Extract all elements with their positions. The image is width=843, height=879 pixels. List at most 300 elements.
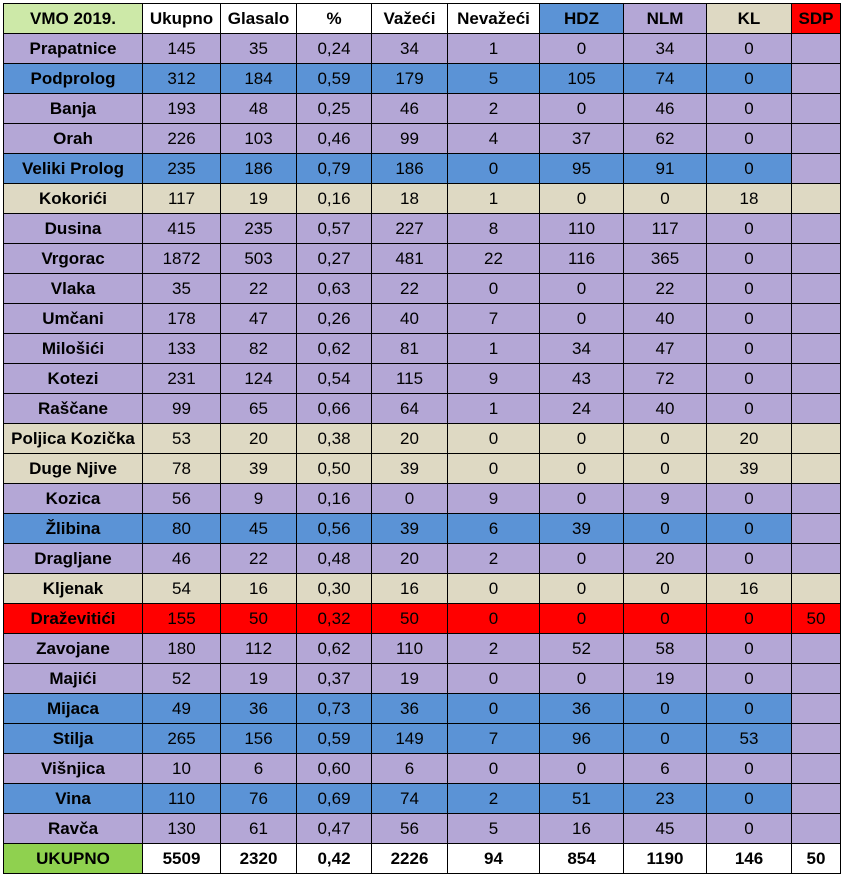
table-row <box>4 484 841 514</box>
cell-hdz: 95 <box>540 154 624 184</box>
cell-kl: 0 <box>707 394 792 424</box>
cell-kl: 0 <box>707 514 792 544</box>
cell-kl: 0 <box>707 304 792 334</box>
cell-name: Vina <box>4 784 143 814</box>
total-row <box>4 844 841 874</box>
cell-sdp <box>792 574 841 604</box>
total-hdz-cell: 854 <box>540 844 624 874</box>
cell-vazeci: 81 <box>372 334 448 364</box>
cell-ukupno: 35 <box>143 274 221 304</box>
cell-kl: 0 <box>707 664 792 694</box>
cell-sdp <box>792 154 841 184</box>
cell-glasalo: 19 <box>221 184 297 214</box>
cell-hdz: 39 <box>540 514 624 544</box>
cell-glasalo: 45 <box>221 514 297 544</box>
cell-kl: 0 <box>707 754 792 784</box>
cell-percent: 0,73 <box>297 694 372 724</box>
cell-vazeci: 50 <box>372 604 448 634</box>
column-header-hdz: HDZ <box>540 4 624 34</box>
cell-glasalo: 186 <box>221 154 297 184</box>
cell-sdp <box>792 184 841 214</box>
cell-nevazeci: 0 <box>448 154 540 184</box>
table-row <box>4 694 841 724</box>
cell-name: Raščane <box>4 394 143 424</box>
cell-glasalo: 184 <box>221 64 297 94</box>
cell-ukupno: 46 <box>143 544 221 574</box>
cell-hdz: 43 <box>540 364 624 394</box>
cell-vazeci: 46 <box>372 94 448 124</box>
cell-ukupno: 49 <box>143 694 221 724</box>
cell-sdp <box>792 484 841 514</box>
cell-kl: 0 <box>707 814 792 844</box>
table-row <box>4 124 841 154</box>
cell-kl: 0 <box>707 634 792 664</box>
cell-vazeci: 36 <box>372 694 448 724</box>
cell-nlm: 72 <box>624 364 707 394</box>
cell-nlm: 0 <box>624 574 707 604</box>
cell-glasalo: 20 <box>221 424 297 454</box>
cell-glasalo: 103 <box>221 124 297 154</box>
cell-name: Duge Njive <box>4 454 143 484</box>
table-row <box>4 544 841 574</box>
cell-name: Majići <box>4 664 143 694</box>
cell-percent: 0,62 <box>297 634 372 664</box>
cell-nevazeci: 1 <box>448 334 540 364</box>
table-row <box>4 514 841 544</box>
cell-nlm: 23 <box>624 784 707 814</box>
cell-hdz: 0 <box>540 304 624 334</box>
cell-sdp <box>792 724 841 754</box>
cell-name: Višnjica <box>4 754 143 784</box>
cell-name: Vrgorac <box>4 244 143 274</box>
cell-percent: 0,59 <box>297 64 372 94</box>
cell-kl: 0 <box>707 124 792 154</box>
cell-nlm: 19 <box>624 664 707 694</box>
cell-percent: 0,63 <box>297 274 372 304</box>
table-row <box>4 334 841 364</box>
cell-vazeci: 39 <box>372 514 448 544</box>
cell-name: Veliki Prolog <box>4 154 143 184</box>
cell-percent: 0,38 <box>297 424 372 454</box>
cell-nevazeci: 9 <box>448 484 540 514</box>
table-row <box>4 244 841 274</box>
cell-nevazeci: 1 <box>448 394 540 424</box>
cell-glasalo: 235 <box>221 214 297 244</box>
cell-ukupno: 54 <box>143 574 221 604</box>
cell-hdz: 0 <box>540 454 624 484</box>
cell-kl: 0 <box>707 484 792 514</box>
cell-percent: 0,30 <box>297 574 372 604</box>
cell-percent: 0,48 <box>297 544 372 574</box>
cell-nevazeci: 2 <box>448 784 540 814</box>
cell-glasalo: 22 <box>221 544 297 574</box>
cell-ukupno: 193 <box>143 94 221 124</box>
cell-name: Banja <box>4 94 143 124</box>
cell-sdp <box>792 214 841 244</box>
cell-percent: 0,25 <box>297 94 372 124</box>
cell-percent: 0,27 <box>297 244 372 274</box>
cell-nlm: 6 <box>624 754 707 784</box>
cell-ukupno: 133 <box>143 334 221 364</box>
cell-glasalo: 39 <box>221 454 297 484</box>
cell-glasalo: 76 <box>221 784 297 814</box>
cell-ukupno: 1872 <box>143 244 221 274</box>
cell-sdp <box>792 784 841 814</box>
cell-ukupno: 80 <box>143 514 221 544</box>
header-row <box>4 4 841 34</box>
cell-percent: 0,16 <box>297 484 372 514</box>
table-row <box>4 34 841 64</box>
cell-ukupno: 99 <box>143 394 221 424</box>
table-row <box>4 364 841 394</box>
cell-glasalo: 6 <box>221 754 297 784</box>
cell-vazeci: 0 <box>372 484 448 514</box>
cell-percent: 0,50 <box>297 454 372 484</box>
cell-sdp <box>792 334 841 364</box>
cell-ukupno: 415 <box>143 214 221 244</box>
cell-sdp <box>792 694 841 724</box>
column-header-sdp: SDP <box>792 4 841 34</box>
cell-kl: 0 <box>707 34 792 64</box>
cell-nevazeci: 8 <box>448 214 540 244</box>
cell-glasalo: 156 <box>221 724 297 754</box>
cell-hdz: 96 <box>540 724 624 754</box>
cell-ukupno: 235 <box>143 154 221 184</box>
cell-nlm: 91 <box>624 154 707 184</box>
cell-sdp <box>792 394 841 424</box>
cell-hdz: 0 <box>540 754 624 784</box>
cell-hdz: 0 <box>540 94 624 124</box>
cell-hdz: 34 <box>540 334 624 364</box>
cell-kl: 16 <box>707 574 792 604</box>
cell-vazeci: 20 <box>372 424 448 454</box>
cell-kl: 0 <box>707 64 792 94</box>
cell-vazeci: 56 <box>372 814 448 844</box>
table-title-cell: VMO 2019. <box>4 4 143 34</box>
cell-nevazeci: 0 <box>448 664 540 694</box>
total-percent-cell: 0,42 <box>297 844 372 874</box>
cell-name: Dusina <box>4 214 143 244</box>
cell-kl: 0 <box>707 154 792 184</box>
cell-hdz: 52 <box>540 634 624 664</box>
cell-vazeci: 39 <box>372 454 448 484</box>
cell-sdp <box>792 274 841 304</box>
cell-vazeci: 227 <box>372 214 448 244</box>
cell-nevazeci: 0 <box>448 694 540 724</box>
cell-glasalo: 22 <box>221 274 297 304</box>
cell-name: Prapatnice <box>4 34 143 64</box>
cell-nevazeci: 0 <box>448 754 540 784</box>
cell-sdp <box>792 244 841 274</box>
table-row <box>4 634 841 664</box>
column-header-kl: KL <box>707 4 792 34</box>
table-row <box>4 574 841 604</box>
cell-name: Dragljane <box>4 544 143 574</box>
cell-nevazeci: 0 <box>448 604 540 634</box>
cell-nevazeci: 6 <box>448 514 540 544</box>
cell-name: Podprolog <box>4 64 143 94</box>
cell-sdp <box>792 544 841 574</box>
cell-sdp <box>792 754 841 784</box>
cell-nlm: 0 <box>624 454 707 484</box>
cell-vazeci: 186 <box>372 154 448 184</box>
cell-hdz: 0 <box>540 484 624 514</box>
cell-ukupno: 180 <box>143 634 221 664</box>
cell-nevazeci: 9 <box>448 364 540 394</box>
cell-hdz: 0 <box>540 544 624 574</box>
cell-sdp <box>792 364 841 394</box>
cell-glasalo: 124 <box>221 364 297 394</box>
table-row <box>4 394 841 424</box>
cell-name: Orah <box>4 124 143 154</box>
cell-hdz: 105 <box>540 64 624 94</box>
cell-percent: 0,66 <box>297 394 372 424</box>
cell-kl: 53 <box>707 724 792 754</box>
cell-vazeci: 34 <box>372 34 448 64</box>
cell-glasalo: 19 <box>221 664 297 694</box>
cell-nevazeci: 0 <box>448 424 540 454</box>
cell-vazeci: 20 <box>372 544 448 574</box>
cell-vazeci: 110 <box>372 634 448 664</box>
cell-vazeci: 481 <box>372 244 448 274</box>
cell-glasalo: 48 <box>221 94 297 124</box>
table-row <box>4 184 841 214</box>
cell-name: Kozica <box>4 484 143 514</box>
cell-vazeci: 99 <box>372 124 448 154</box>
cell-glasalo: 61 <box>221 814 297 844</box>
cell-percent: 0,79 <box>297 154 372 184</box>
table-body <box>4 34 841 844</box>
cell-kl: 0 <box>707 604 792 634</box>
cell-ukupno: 78 <box>143 454 221 484</box>
cell-hdz: 0 <box>540 184 624 214</box>
cell-nlm: 62 <box>624 124 707 154</box>
total-ukupno-cell: 5509 <box>143 844 221 874</box>
cell-glasalo: 36 <box>221 694 297 724</box>
table-row <box>4 784 841 814</box>
cell-kl: 0 <box>707 544 792 574</box>
cell-percent: 0,47 <box>297 814 372 844</box>
cell-nlm: 0 <box>624 724 707 754</box>
cell-name: Poljica Kozička <box>4 424 143 454</box>
cell-vazeci: 149 <box>372 724 448 754</box>
cell-name: Zavojane <box>4 634 143 664</box>
column-header-ukupno: Ukupno <box>143 4 221 34</box>
table-row <box>4 154 841 184</box>
cell-nlm: 46 <box>624 94 707 124</box>
cell-nlm: 22 <box>624 274 707 304</box>
cell-glasalo: 82 <box>221 334 297 364</box>
cell-vazeci: 6 <box>372 754 448 784</box>
cell-sdp <box>792 664 841 694</box>
cell-percent: 0,60 <box>297 754 372 784</box>
cell-ukupno: 53 <box>143 424 221 454</box>
cell-percent: 0,26 <box>297 304 372 334</box>
cell-name: Žlibina <box>4 514 143 544</box>
table-row <box>4 424 841 454</box>
cell-nlm: 34 <box>624 34 707 64</box>
cell-nevazeci: 22 <box>448 244 540 274</box>
table-row <box>4 274 841 304</box>
cell-name: Kokorići <box>4 184 143 214</box>
table-row <box>4 64 841 94</box>
column-header-nevazeci: Nevažeći <box>448 4 540 34</box>
cell-percent: 0,16 <box>297 184 372 214</box>
cell-ukupno: 117 <box>143 184 221 214</box>
column-header-nlm: NLM <box>624 4 707 34</box>
cell-kl: 0 <box>707 94 792 124</box>
cell-glasalo: 112 <box>221 634 297 664</box>
cell-hdz: 37 <box>540 124 624 154</box>
cell-ukupno: 145 <box>143 34 221 64</box>
cell-nevazeci: 0 <box>448 454 540 484</box>
table-row <box>4 454 841 484</box>
cell-ukupno: 155 <box>143 604 221 634</box>
column-header-glasalo: Glasalo <box>221 4 297 34</box>
cell-vazeci: 16 <box>372 574 448 604</box>
cell-ukupno: 226 <box>143 124 221 154</box>
cell-vazeci: 18 <box>372 184 448 214</box>
cell-nlm: 40 <box>624 394 707 424</box>
cell-sdp <box>792 64 841 94</box>
cell-ukupno: 231 <box>143 364 221 394</box>
cell-percent: 0,54 <box>297 364 372 394</box>
cell-kl: 0 <box>707 214 792 244</box>
cell-hdz: 16 <box>540 814 624 844</box>
cell-nlm: 9 <box>624 484 707 514</box>
total-kl-cell: 146 <box>707 844 792 874</box>
cell-percent: 0,69 <box>297 784 372 814</box>
cell-kl: 20 <box>707 424 792 454</box>
cell-nlm: 0 <box>624 424 707 454</box>
cell-name: Draževitići <box>4 604 143 634</box>
cell-vazeci: 40 <box>372 304 448 334</box>
cell-kl: 18 <box>707 184 792 214</box>
cell-ukupno: 52 <box>143 664 221 694</box>
table-row <box>4 304 841 334</box>
cell-ukupno: 10 <box>143 754 221 784</box>
cell-nlm: 0 <box>624 514 707 544</box>
cell-nlm: 40 <box>624 304 707 334</box>
table-row <box>4 754 841 784</box>
cell-nlm: 74 <box>624 64 707 94</box>
cell-hdz: 110 <box>540 214 624 244</box>
cell-nevazeci: 5 <box>448 814 540 844</box>
cell-percent: 0,24 <box>297 34 372 64</box>
table-row <box>4 814 841 844</box>
cell-hdz: 0 <box>540 34 624 64</box>
cell-ukupno: 56 <box>143 484 221 514</box>
cell-name: Umčani <box>4 304 143 334</box>
cell-vazeci: 19 <box>372 664 448 694</box>
table-row <box>4 664 841 694</box>
column-header-percent: % <box>297 4 372 34</box>
cell-percent: 0,57 <box>297 214 372 244</box>
cell-hdz: 0 <box>540 604 624 634</box>
cell-nlm: 0 <box>624 184 707 214</box>
cell-sdp <box>792 424 841 454</box>
cell-sdp: 50 <box>792 604 841 634</box>
cell-glasalo: 9 <box>221 484 297 514</box>
cell-hdz: 36 <box>540 694 624 724</box>
cell-vazeci: 22 <box>372 274 448 304</box>
cell-sdp <box>792 454 841 484</box>
cell-ukupno: 178 <box>143 304 221 334</box>
cell-percent: 0,56 <box>297 514 372 544</box>
cell-nevazeci: 5 <box>448 64 540 94</box>
cell-name: Stilja <box>4 724 143 754</box>
cell-ukupno: 265 <box>143 724 221 754</box>
cell-nlm: 47 <box>624 334 707 364</box>
table-row <box>4 604 841 634</box>
cell-nevazeci: 1 <box>448 34 540 64</box>
table-row <box>4 724 841 754</box>
cell-hdz: 0 <box>540 574 624 604</box>
cell-vazeci: 64 <box>372 394 448 424</box>
cell-nevazeci: 0 <box>448 274 540 304</box>
cell-glasalo: 65 <box>221 394 297 424</box>
cell-kl: 0 <box>707 334 792 364</box>
cell-nevazeci: 0 <box>448 574 540 604</box>
total-sdp-cell: 50 <box>792 844 841 874</box>
cell-percent: 0,46 <box>297 124 372 154</box>
cell-sdp <box>792 634 841 664</box>
cell-hdz: 24 <box>540 394 624 424</box>
cell-kl: 0 <box>707 364 792 394</box>
cell-ukupno: 312 <box>143 64 221 94</box>
cell-kl: 0 <box>707 244 792 274</box>
cell-nlm: 117 <box>624 214 707 244</box>
cell-ukupno: 130 <box>143 814 221 844</box>
election-results-table <box>3 3 841 874</box>
cell-name: Vlaka <box>4 274 143 304</box>
cell-sdp <box>792 814 841 844</box>
cell-percent: 0,59 <box>297 724 372 754</box>
cell-nevazeci: 2 <box>448 634 540 664</box>
total-nlm-cell: 1190 <box>624 844 707 874</box>
cell-sdp <box>792 34 841 64</box>
cell-vazeci: 115 <box>372 364 448 394</box>
cell-kl: 0 <box>707 784 792 814</box>
cell-kl: 0 <box>707 694 792 724</box>
cell-hdz: 51 <box>540 784 624 814</box>
cell-nevazeci: 7 <box>448 724 540 754</box>
cell-name: Mijaca <box>4 694 143 724</box>
total-nevazeci-cell: 94 <box>448 844 540 874</box>
cell-hdz: 0 <box>540 664 624 694</box>
cell-nevazeci: 2 <box>448 94 540 124</box>
cell-kl: 0 <box>707 274 792 304</box>
cell-sdp <box>792 304 841 334</box>
cell-nevazeci: 7 <box>448 304 540 334</box>
cell-name: Ravča <box>4 814 143 844</box>
cell-percent: 0,62 <box>297 334 372 364</box>
cell-glasalo: 50 <box>221 604 297 634</box>
total-glasalo-cell: 2320 <box>221 844 297 874</box>
cell-nevazeci: 1 <box>448 184 540 214</box>
cell-glasalo: 35 <box>221 34 297 64</box>
cell-sdp <box>792 514 841 544</box>
cell-nlm: 365 <box>624 244 707 274</box>
cell-nlm: 45 <box>624 814 707 844</box>
cell-nlm: 58 <box>624 634 707 664</box>
column-header-vazeci: Važeći <box>372 4 448 34</box>
cell-vazeci: 179 <box>372 64 448 94</box>
cell-nlm: 20 <box>624 544 707 574</box>
cell-glasalo: 16 <box>221 574 297 604</box>
cell-name: Kljenak <box>4 574 143 604</box>
cell-vazeci: 74 <box>372 784 448 814</box>
